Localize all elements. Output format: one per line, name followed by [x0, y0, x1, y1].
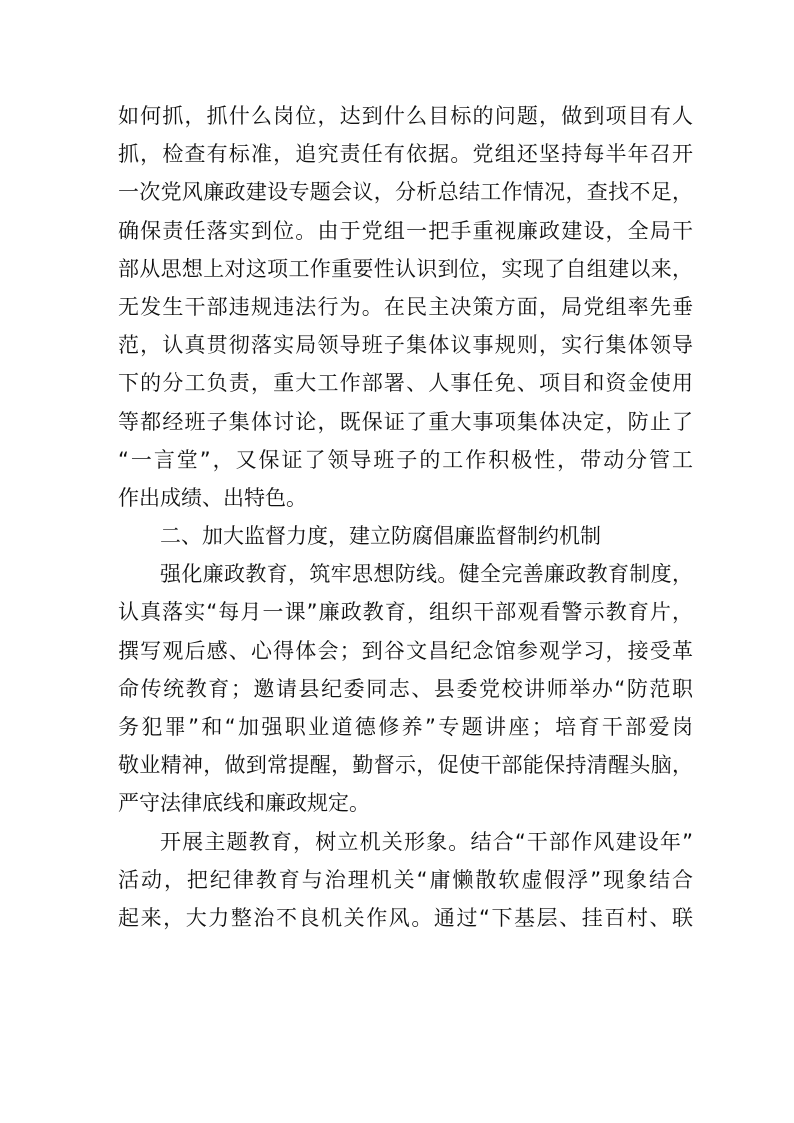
text-line: 起来，大力整治不良机关作风。通过“下基层、挂百村、联: [118, 905, 693, 930]
text-line: “一言堂”，又保证了领导班子的工作积极性，带动分管工: [118, 447, 693, 472]
text-line: 敬业精神，做到常提醒，勤督示，促使干部能保持清醒头脑，: [118, 753, 693, 778]
section-heading: 二、加大监督力度，建立防腐倡廉监督制约机制: [160, 524, 601, 549]
text-line: 认真落实“每月一课”廉政教育，组织干部观看警示教育片，: [118, 600, 693, 625]
text-line: 一次党风廉政建设专题会议，分析总结工作情况，查找不足，: [118, 180, 693, 205]
text-line: 抓，检查有标准，追究责任有依据。党组还坚持每半年召开: [118, 142, 693, 167]
text-line: 开展主题教育，树立机关形象。结合“干部作风建设年”: [160, 829, 693, 854]
text-line: 务犯罪”和“加强职业道德修养”专题讲座；培育干部爱岗: [118, 715, 693, 739]
text-line: 无发生干部违规违法行为。在民主决策方面，局党组率先垂: [118, 294, 693, 319]
text-line: 强化廉政教育，筑牢思想防线。健全完善廉政教育制度，: [160, 562, 693, 587]
text-line: 命传统教育；邀请县纪委同志、县委党校讲师举办“防范职: [118, 676, 693, 701]
text-line: 作出成绩、出特色。: [118, 485, 307, 510]
body-text: [118, 97, 693, 937]
text-line: 等都经班子集体讨论，既保证了重大事项集体决定，防止了: [118, 409, 693, 434]
text-line: 撰写观后感、心得体会；到谷文昌纪念馆参观学习，接受革: [118, 638, 693, 663]
text-line: 严守法律底线和廉政规定。: [118, 791, 370, 816]
text-line: 确保责任落实到位。由于党组一把手重视廉政建设，全局干: [118, 218, 693, 243]
text-line: 活动，把纪律教育与治理机关“庸懒散软虚假浮”现象结合: [118, 867, 693, 892]
text-line: 如何抓，抓什么岗位，达到什么目标的问题，做到项目有人: [118, 104, 693, 128]
text-line: 下的分工负责，重大工作部署、人事任免、项目和资金使用: [118, 371, 693, 396]
text-line: 范，认真贯彻落实局领导班子集体议事规则，实行集体领导: [118, 333, 693, 358]
text-line: 部从思想上对这项工作重要性认识到位，实现了自组建以来，: [118, 256, 693, 281]
